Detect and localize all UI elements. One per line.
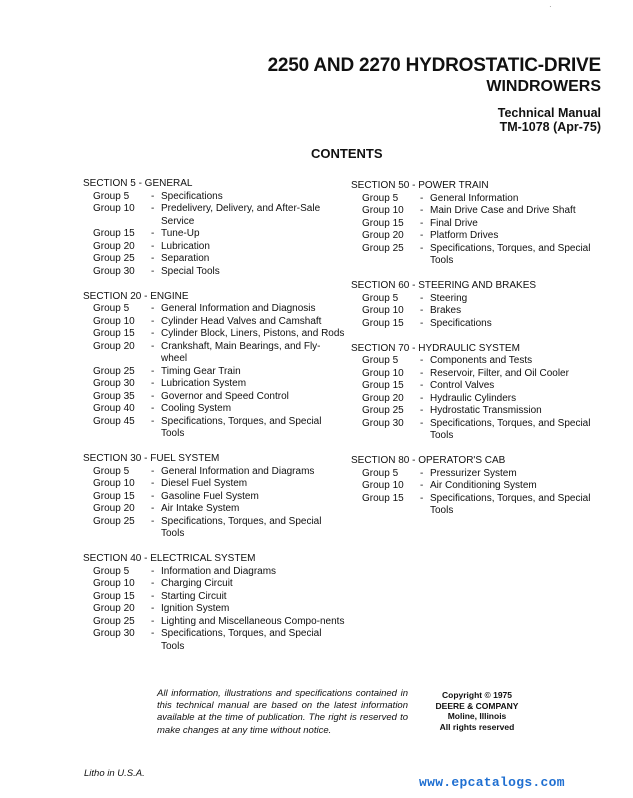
group-description: Brakes (430, 305, 462, 316)
toc-group-row (83, 303, 345, 316)
group-label: Group 5 (362, 467, 399, 479)
group-label: Group 20 (362, 392, 404, 404)
toc-group-row (83, 466, 345, 479)
group-label: Group 35 (93, 390, 135, 402)
group-description: Gasoline Fuel System (161, 490, 259, 502)
section-title: SECTION 30 - FUEL SYSTEM (83, 453, 220, 464)
section-title: SECTION 40 - ELECTRICAL SYSTEM (83, 553, 256, 564)
group-separator: - (420, 317, 424, 329)
group-separator: - (420, 417, 424, 429)
group-description: Crankshaft, Main Bearings, and Fly-wheel (161, 340, 321, 364)
toc-group-row (351, 205, 601, 218)
toc-group-row (83, 516, 345, 541)
group-label: Group 10 (93, 315, 135, 327)
copyright-block (418, 690, 536, 732)
toc-group-row (351, 218, 601, 231)
group-description: Hydraulic Cylinders (430, 392, 517, 404)
toc-group-row (351, 293, 601, 306)
group-separator: - (151, 240, 155, 252)
toc-group-row (351, 493, 601, 518)
manual-title: 2250 AND 2270 HYDROSTATIC-DRIVE (267, 55, 601, 76)
toc-right-column (351, 180, 601, 530)
toc-group-row (351, 230, 601, 243)
group-separator: - (151, 565, 155, 577)
group-separator: - (151, 628, 155, 639)
group-separator: - (151, 490, 155, 502)
group-label: Group 40 (93, 403, 135, 414)
group-description: Lubrication (161, 240, 210, 252)
group-label: Group 5 (362, 192, 399, 204)
group-separator: - (420, 205, 424, 216)
toc-group-row (83, 503, 345, 516)
section-title: SECTION 70 - HYDRAULIC SYSTEM (351, 342, 520, 354)
group-label: Group 20 (93, 240, 135, 252)
toc-group-row (351, 193, 601, 206)
toc-section (351, 280, 601, 330)
group-separator: - (151, 328, 155, 339)
group-description: General Information and Diagnosis (161, 303, 316, 314)
group-label: Group 15 (362, 317, 404, 329)
group-separator: - (420, 217, 424, 229)
toc-section (83, 178, 345, 278)
toc-group-row (351, 380, 601, 393)
toc-group-row (83, 566, 345, 579)
group-separator: - (151, 578, 155, 589)
group-description: Specifications, Torques, and Special Tools (161, 415, 322, 439)
group-separator: - (151, 203, 155, 214)
section-title: SECTION 60 - STEERING AND BRAKES (351, 280, 537, 291)
group-label: Group 10 (93, 578, 135, 589)
group-separator: - (420, 292, 424, 304)
group-separator: - (420, 467, 424, 479)
group-description: Air Intake System (161, 503, 240, 514)
group-separator: - (420, 492, 424, 504)
toc-group-row (83, 491, 345, 504)
toc-group-row (351, 318, 601, 331)
group-description: Components and Tests (430, 355, 533, 366)
group-label: Group 10 (93, 478, 135, 489)
section-title: SECTION 20 - ENGINE (83, 290, 189, 302)
group-separator: - (151, 590, 155, 602)
group-description: Specifications, Torques, and Special Tools (161, 628, 322, 652)
group-separator: - (420, 367, 424, 379)
group-label: Group 30 (93, 378, 135, 389)
group-separator: - (420, 355, 424, 366)
group-description: Governor and Speed Control (161, 390, 289, 402)
group-separator: - (420, 405, 424, 416)
group-separator: - (151, 315, 155, 327)
toc-group-row (83, 203, 345, 228)
group-separator: - (151, 365, 155, 377)
toc-group-row (83, 628, 345, 653)
group-description: Reservoir, Filter, and Oil Cooler (430, 367, 569, 379)
group-description: Hydrostatic Transmission (430, 405, 542, 416)
group-separator: - (151, 265, 155, 277)
litho-note: Litho in U.S.A. (84, 768, 145, 779)
toc-group-row (83, 378, 345, 391)
group-separator: - (151, 478, 155, 489)
group-label: Group 15 (93, 590, 135, 602)
group-label: Group 5 (93, 565, 130, 577)
group-separator: - (151, 415, 155, 427)
copyright-line: Copyright © 1975 (441, 690, 513, 700)
toc-group-row (83, 191, 345, 204)
toc-group-row (83, 253, 345, 266)
toc-group-row (83, 416, 345, 441)
group-description: Platform Drives (430, 230, 499, 241)
group-description: Separation (161, 253, 210, 264)
group-description: Lighting and Miscellaneous Compo-nents (161, 615, 345, 627)
group-separator: - (420, 380, 424, 391)
group-label: Group 20 (93, 603, 135, 614)
watermark-link[interactable]: www.epcatalogs.com (419, 775, 565, 790)
toc-group-row (83, 241, 345, 254)
group-separator: - (151, 228, 155, 239)
toc-section (83, 553, 345, 653)
group-label: Group 45 (93, 415, 135, 427)
toc-group-row (351, 368, 601, 381)
group-separator: - (151, 303, 155, 314)
group-description: Predelivery, Delivery, and After-Sale Service (161, 203, 321, 227)
toc-group-row (83, 328, 345, 341)
section-title: SECTION 5 - GENERAL (83, 178, 193, 189)
group-separator: - (151, 190, 155, 202)
toc-group-row (351, 355, 601, 368)
group-separator: - (420, 230, 424, 241)
group-description: Lubrication System (161, 378, 247, 389)
group-description: Main Drive Case and Drive Shaft (430, 205, 576, 216)
group-label: Group 5 (93, 465, 130, 477)
group-description: Specifications, Torques, and Special Tools (161, 515, 322, 539)
group-label: Group 5 (93, 190, 130, 202)
group-description: Special Tools (161, 265, 220, 277)
group-separator: - (151, 378, 155, 389)
toc-group-row (83, 403, 345, 416)
group-separator: - (151, 503, 155, 514)
group-description: General Information (430, 192, 519, 204)
group-description: Steering (430, 292, 468, 304)
rights-line: All rights reserved (439, 721, 515, 732)
toc-group-row (83, 266, 345, 279)
toc-group-row (351, 468, 601, 481)
toc-group-row (351, 480, 601, 493)
toc-group-row (351, 405, 601, 418)
group-label: Group 10 (93, 203, 135, 214)
toc-section (351, 343, 601, 443)
group-label: Group 5 (93, 303, 130, 314)
group-description: Specifications, Torques, and Special Tools (430, 242, 591, 266)
group-description: Timing Gear Train (161, 365, 241, 377)
toc-group-row (83, 478, 345, 491)
group-description: Tune-Up (161, 228, 200, 239)
toc-group-row (351, 393, 601, 406)
group-description: Information and Diagrams (161, 565, 277, 577)
group-description: Control Valves (430, 380, 495, 391)
toc-group-row (83, 228, 345, 241)
group-description: Cylinder Head Valves and Camshaft (161, 315, 322, 327)
group-label: Group 25 (93, 615, 135, 627)
group-separator: - (151, 615, 155, 627)
group-label: Group 5 (362, 355, 399, 366)
toc-group-row (83, 603, 345, 616)
group-description: Cylinder Block, Liners, Pistons, and Rods (161, 328, 345, 339)
group-label: Group 10 (362, 305, 404, 316)
group-separator: - (151, 390, 155, 402)
group-label: Group 20 (93, 503, 135, 514)
group-description: Specifications, Torques, and Special Tools (430, 417, 591, 441)
group-separator: - (420, 480, 424, 491)
group-label: Group 30 (93, 628, 135, 639)
group-separator: - (420, 242, 424, 254)
group-separator: - (151, 515, 155, 527)
toc-group-row (83, 616, 345, 629)
group-description: Final Drive (430, 217, 478, 229)
group-label: Group 15 (362, 380, 404, 391)
group-label: Group 20 (93, 340, 135, 352)
company-name: DEERE & COMPANY (435, 700, 519, 711)
group-description: Specifications (161, 190, 223, 202)
toc-section (83, 453, 345, 541)
group-label: Group 30 (93, 265, 135, 277)
group-label: Group 15 (93, 490, 135, 502)
section-title: SECTION 50 - POWER TRAIN (351, 180, 489, 191)
group-label: Group 15 (362, 492, 404, 504)
group-label: Group 10 (362, 367, 404, 379)
group-separator: - (151, 465, 155, 477)
group-description: Cooling System (161, 403, 232, 414)
group-label: Group 25 (362, 242, 404, 254)
scan-dot: · (549, 2, 552, 11)
group-label: Group 25 (362, 405, 404, 416)
group-separator: - (151, 403, 155, 414)
company-location: Moline, Illinois (447, 711, 507, 721)
group-label: Group 10 (362, 480, 404, 491)
group-label: Group 25 (93, 365, 135, 377)
group-separator: - (151, 603, 155, 614)
toc-group-row (351, 305, 601, 318)
group-description: Diesel Fuel System (161, 478, 248, 489)
manual-type: Technical Manual (497, 106, 601, 120)
group-description: Pressurizer System (430, 467, 517, 479)
group-separator: - (151, 253, 155, 264)
toc-group-row (83, 341, 345, 366)
group-description: Ignition System (161, 603, 230, 614)
group-description: Air Conditioning System (430, 480, 537, 491)
group-label: Group 10 (362, 205, 404, 216)
group-label: Group 30 (362, 417, 404, 429)
group-description: Specifications (430, 317, 492, 329)
group-description: Starting Circuit (161, 590, 227, 602)
toc-group-row (351, 418, 601, 443)
group-separator: - (420, 392, 424, 404)
group-separator: - (151, 340, 155, 352)
group-label: Group 15 (93, 328, 135, 339)
toc-section (83, 291, 345, 441)
toc-group-row (83, 316, 345, 329)
manual-subtitle: WINDROWERS (486, 78, 601, 95)
toc-section (351, 455, 601, 518)
toc-group-row (83, 591, 345, 604)
group-label: Group 20 (362, 230, 404, 241)
toc-section (351, 180, 601, 268)
section-title: SECTION 80 - OPERATOR'S CAB (351, 455, 506, 466)
group-label: Group 15 (362, 217, 404, 229)
toc-group-row (83, 391, 345, 404)
group-description: Charging Circuit (161, 578, 233, 589)
toc-left-column (83, 178, 345, 666)
notice-text: All information, illustrations and specifications contained in this technical manual are based on the latest information available at the time of publication. The right is reserved to make changes at any time without notice. (157, 688, 408, 736)
group-label: Group 15 (93, 228, 135, 239)
toc-group-row (83, 366, 345, 379)
toc-group-row (83, 578, 345, 591)
group-separator: - (420, 305, 424, 316)
manual-number: TM-1078 (Apr-75) (499, 120, 601, 134)
group-description: Specifications, Torques, and Special Tools (430, 492, 591, 516)
group-label: Group 25 (93, 515, 135, 527)
group-label: Group 5 (362, 292, 399, 304)
group-description: General Information and Diagrams (161, 465, 315, 477)
toc-group-row (351, 243, 601, 268)
group-separator: - (420, 192, 424, 204)
contents-heading: CONTENTS (311, 146, 383, 161)
group-label: Group 25 (93, 253, 135, 264)
